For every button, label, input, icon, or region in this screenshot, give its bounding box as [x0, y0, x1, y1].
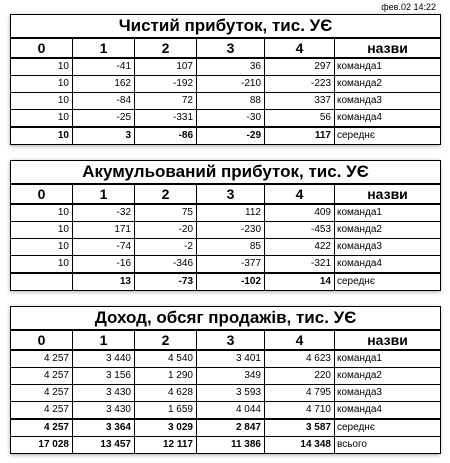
row-name: команда3 [335, 385, 441, 402]
row-name: команда1 [335, 58, 441, 76]
cell: 422 [265, 239, 335, 256]
cell: 17 028 [11, 437, 73, 454]
table-row [11, 76, 441, 93]
row-name: команда4 [335, 256, 441, 274]
table-title: Доход, обсяг продажів, тис. УЄ [11, 307, 441, 331]
table-row [11, 58, 441, 76]
cell: 4 257 [11, 385, 73, 402]
row-name: середнє [335, 273, 441, 291]
cell: 13 [73, 273, 135, 291]
cell: 2 847 [197, 419, 265, 437]
cell: -453 [265, 222, 335, 239]
table-row [11, 110, 441, 128]
cell: 4 257 [11, 350, 73, 368]
cell: 3 [73, 127, 135, 145]
average-row [11, 273, 441, 291]
cell: 14 [265, 273, 335, 291]
cell: -86 [135, 127, 197, 145]
col-header: 4 [265, 184, 335, 204]
col-header: 2 [135, 330, 197, 350]
cell: 4 795 [265, 385, 335, 402]
cell: -210 [197, 76, 265, 93]
table-row [11, 93, 441, 110]
cell: 4 257 [11, 419, 73, 437]
col-header: 0 [11, 330, 73, 350]
table-row [11, 222, 441, 239]
col-header: 2 [135, 38, 197, 58]
col-header: 1 [73, 330, 135, 350]
cell: -230 [197, 222, 265, 239]
cell: -20 [135, 222, 197, 239]
row-name: всього [335, 437, 441, 454]
row-name: середнє [335, 127, 441, 145]
cell: -16 [73, 256, 135, 274]
cell: 85 [197, 239, 265, 256]
cell: 1 290 [135, 368, 197, 385]
row-name: команда2 [335, 368, 441, 385]
cell: 72 [135, 93, 197, 110]
cell: -321 [265, 256, 335, 274]
cell: 3 430 [73, 385, 135, 402]
cell: 3 593 [197, 385, 265, 402]
cell: 10 [11, 93, 73, 110]
col-header: 0 [11, 184, 73, 204]
cell: 4 628 [135, 385, 197, 402]
table-title: Чистий прибуток, тис. УЄ [11, 15, 441, 39]
cell: 3 156 [73, 368, 135, 385]
cell: -32 [73, 204, 135, 222]
average-row [11, 127, 441, 145]
col-header: 4 [265, 330, 335, 350]
cell: 112 [197, 204, 265, 222]
row-name: команда3 [335, 93, 441, 110]
cell: -74 [73, 239, 135, 256]
col-header: назви [335, 330, 441, 350]
row-name: команда1 [335, 350, 441, 368]
cell: 10 [11, 204, 73, 222]
cell: 409 [265, 204, 335, 222]
col-header: 1 [73, 184, 135, 204]
col-header: 4 [265, 38, 335, 58]
row-name: команда1 [335, 204, 441, 222]
cell: -25 [73, 110, 135, 128]
col-header: назви [335, 184, 441, 204]
cell: 56 [265, 110, 335, 128]
timestamp: фев.02 14:22 [381, 2, 436, 12]
cell: 3 430 [73, 402, 135, 420]
cell: 3 029 [135, 419, 197, 437]
cell: 4 044 [197, 402, 265, 420]
cell: 10 [11, 256, 73, 274]
cell: -2 [135, 239, 197, 256]
cell: -84 [73, 93, 135, 110]
cell: 75 [135, 204, 197, 222]
table-row [11, 256, 441, 274]
cell: 220 [265, 368, 335, 385]
cell: 3 440 [73, 350, 135, 368]
cell: 3 401 [197, 350, 265, 368]
cell: -223 [265, 76, 335, 93]
cell: 10 [11, 76, 73, 93]
table-row [11, 239, 441, 256]
cell: 13 457 [73, 437, 135, 454]
cell [11, 273, 73, 291]
row-name: середнє [335, 419, 441, 437]
cell: -192 [135, 76, 197, 93]
cell: -30 [197, 110, 265, 128]
table-row [11, 204, 441, 222]
cell: -346 [135, 256, 197, 274]
col-header: 3 [197, 184, 265, 204]
cell: 10 [11, 110, 73, 128]
cell: 4 623 [265, 350, 335, 368]
col-header: 3 [197, 330, 265, 350]
revenue-table [10, 306, 440, 454]
table-row [11, 368, 441, 385]
cell: -29 [197, 127, 265, 145]
cell: 1 659 [135, 402, 197, 420]
cell: 117 [265, 127, 335, 145]
cell: 3 587 [265, 419, 335, 437]
col-header: 3 [197, 38, 265, 58]
cell: 10 [11, 127, 73, 145]
table-row [11, 402, 441, 420]
row-name: команда3 [335, 239, 441, 256]
cell: 3 364 [73, 419, 135, 437]
cell: 11 386 [197, 437, 265, 454]
col-header: 0 [11, 38, 73, 58]
row-name: команда4 [335, 402, 441, 420]
cell: 297 [265, 58, 335, 76]
cell: 107 [135, 58, 197, 76]
cell: 10 [11, 58, 73, 76]
cell: 12 117 [135, 437, 197, 454]
row-name: команда4 [335, 110, 441, 128]
row-name: команда2 [335, 76, 441, 93]
cell: -102 [197, 273, 265, 291]
cell: 10 [11, 239, 73, 256]
cell: 4 540 [135, 350, 197, 368]
col-header: 2 [135, 184, 197, 204]
col-header: назви [335, 38, 441, 58]
cell: 14 348 [265, 437, 335, 454]
cell: 36 [197, 58, 265, 76]
cell: -331 [135, 110, 197, 128]
cell: -41 [73, 58, 135, 76]
cell: 10 [11, 222, 73, 239]
cell: 4 710 [265, 402, 335, 420]
table-row [11, 350, 441, 368]
average-row [11, 419, 441, 437]
row-name: команда2 [335, 222, 441, 239]
cell: -73 [135, 273, 197, 291]
cell: 88 [197, 93, 265, 110]
table-title: Акумульований прибуток, тис. УЄ [11, 161, 441, 185]
cell: 4 257 [11, 402, 73, 420]
cell: 337 [265, 93, 335, 110]
cell: -377 [197, 256, 265, 274]
cell: 171 [73, 222, 135, 239]
net-profit-table [10, 14, 440, 145]
cell: 162 [73, 76, 135, 93]
cell: 349 [197, 368, 265, 385]
col-header: 1 [73, 38, 135, 58]
total-row [11, 437, 441, 454]
table-row [11, 385, 441, 402]
accumulated-profit-table [10, 160, 440, 291]
cell: 4 257 [11, 368, 73, 385]
